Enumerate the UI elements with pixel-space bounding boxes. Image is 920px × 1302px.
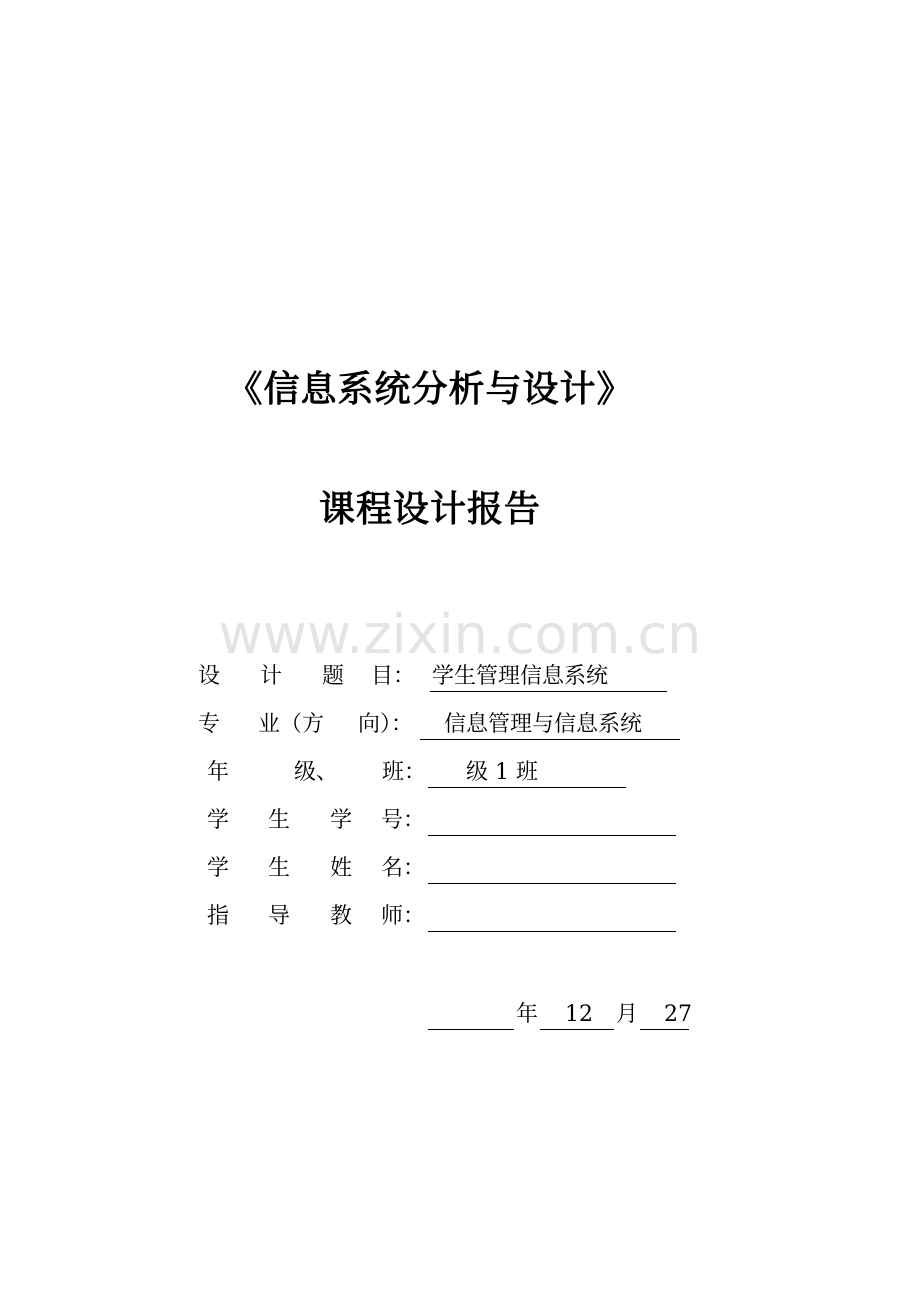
day-value-line <box>640 998 692 1030</box>
label-char: 目： <box>371 664 416 689</box>
field-row-grade-class <box>0 757 920 789</box>
date-row <box>0 998 920 1032</box>
label-char: 业（方 <box>258 712 325 737</box>
label-char: 教 <box>330 904 353 929</box>
label-char: 生 <box>268 808 291 833</box>
grade-class-value-line <box>428 757 626 788</box>
field-row-topic <box>0 661 920 693</box>
watermark-text: www.zixin.com.cn <box>218 603 702 666</box>
report-subtitle: 课程设计报告 <box>318 489 541 530</box>
label-char: 生 <box>268 856 291 881</box>
label-char: 导 <box>268 904 291 929</box>
label-char: 学 <box>207 856 230 881</box>
label-char: 题 <box>322 664 345 689</box>
report-title: 《信息系统分析与设计》 <box>226 369 634 410</box>
label-char: 名： <box>381 856 426 881</box>
year-value-line <box>428 998 514 1030</box>
label-char: 计 <box>260 664 283 689</box>
topic-value: 学生管理信息系统 <box>432 664 609 689</box>
field-row-advisor <box>0 901 920 933</box>
label-char: 学 <box>330 808 353 833</box>
field-row-student-name <box>0 853 920 885</box>
topic-value-line <box>430 661 667 692</box>
label-char: 班： <box>382 760 427 785</box>
label-char: 号： <box>381 808 426 833</box>
grade-class-value: 级 1 班 <box>466 760 538 785</box>
label-char: 专 <box>198 712 221 737</box>
month-value-line <box>540 998 614 1030</box>
major-value-line <box>420 709 680 740</box>
label-char: 向）： <box>358 712 414 737</box>
year-label: 年 <box>516 1002 539 1027</box>
student-id-value-line <box>428 805 676 836</box>
field-row-major <box>0 709 920 741</box>
month-value: 12 <box>565 1002 593 1027</box>
major-value: 信息管理与信息系统 <box>444 712 643 737</box>
month-label: 月 <box>616 1002 639 1027</box>
field-row-student-id <box>0 805 920 837</box>
label-char: 师： <box>381 904 426 929</box>
day-value: 27 <box>664 1002 692 1027</box>
advisor-value-line <box>428 901 676 932</box>
label-char: 指 <box>207 904 230 929</box>
label-char: 级、 <box>294 760 339 785</box>
label-char: 年 <box>207 760 230 785</box>
label-char: 学 <box>207 808 230 833</box>
label-char: 姓 <box>330 856 353 881</box>
student-name-value-line <box>428 853 676 884</box>
label-char: 设 <box>198 664 221 689</box>
